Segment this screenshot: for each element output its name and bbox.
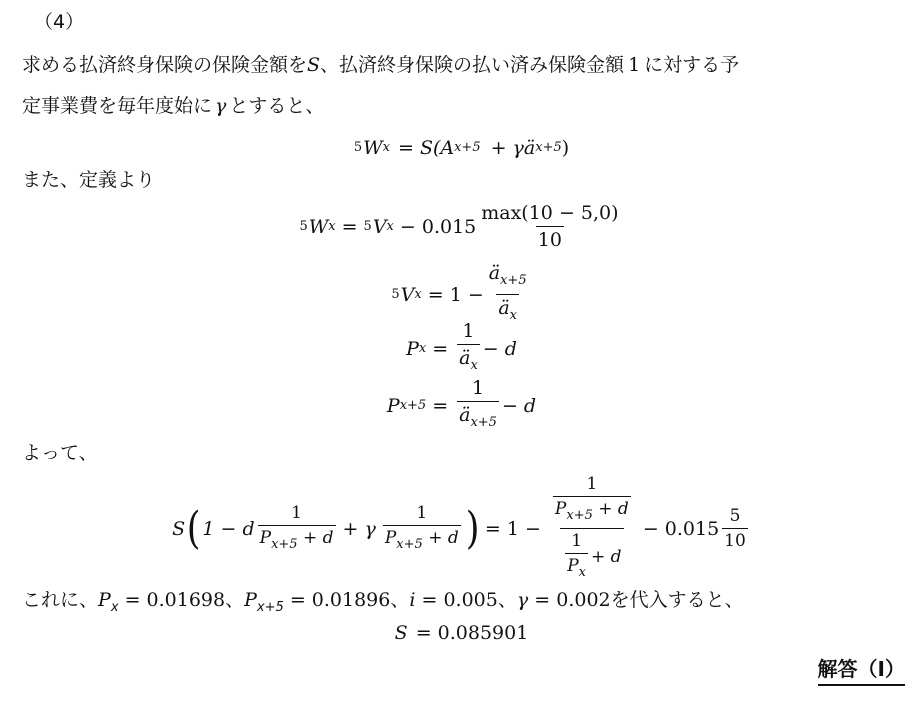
eq5-den-sub: x+5 bbox=[470, 415, 497, 430]
eq1-lhs: W bbox=[363, 136, 383, 159]
eq6-big-den-den: P bbox=[567, 556, 579, 576]
para2-text-b: とすると、 bbox=[229, 95, 325, 117]
answer-label: 解答（I） bbox=[818, 653, 905, 686]
eq6-big-num-num: 1 bbox=[586, 474, 598, 494]
subst-i-val: = 0.005 bbox=[421, 589, 498, 611]
eq4-equals: = bbox=[432, 337, 449, 360]
eq6-big-den-den-sub: x bbox=[578, 565, 586, 580]
eq6-big-num-fraction bbox=[553, 474, 631, 526]
section-heading: （4） bbox=[34, 11, 85, 33]
eq1-rhs-sub1: x+5 bbox=[454, 140, 481, 155]
result-equation bbox=[0, 622, 923, 644]
eq2-lhs: W bbox=[308, 215, 329, 238]
subst-gamma: γ bbox=[516, 589, 529, 611]
eq6-f3-num: 5 bbox=[729, 506, 741, 526]
eq6-close-paren: ) bbox=[465, 502, 480, 554]
eq3-prefix: 5 bbox=[391, 287, 400, 302]
eq6-s: S bbox=[172, 517, 186, 540]
eq4-tail: − d bbox=[482, 337, 517, 360]
subst-tail: を代入すると、 bbox=[610, 589, 744, 611]
subst-px5-val: = 0.01896 bbox=[289, 589, 391, 611]
eq3-rhs: = 1 − bbox=[427, 283, 484, 306]
eq2-fraction bbox=[479, 202, 620, 251]
eq3-den-sub: x bbox=[509, 308, 518, 323]
eq6-f2-den-tail: + d bbox=[428, 527, 459, 548]
eq6-big-num-den-sub: x+5 bbox=[566, 508, 593, 523]
equation-2 bbox=[0, 202, 923, 251]
paragraph-line-2 bbox=[22, 94, 324, 118]
subst-sep3: 、 bbox=[497, 589, 517, 611]
eq6-big-den-fraction bbox=[565, 531, 588, 583]
eq6-open-paren: ( bbox=[186, 502, 201, 554]
eq2-v-sub: x bbox=[386, 219, 394, 234]
eq1-rhs-sub2: x+5 bbox=[535, 140, 562, 155]
equation-3 bbox=[0, 262, 923, 327]
eq6-f2-num: 1 bbox=[416, 502, 428, 523]
eq1-plus: + γä bbox=[490, 136, 536, 159]
equation-5 bbox=[0, 377, 923, 434]
subst-px-val: = 0.01698 bbox=[124, 589, 226, 611]
eq4-fraction bbox=[457, 320, 480, 377]
eq1-rhs: = S(A bbox=[397, 136, 455, 159]
var-s: S bbox=[307, 54, 321, 76]
eq3-den: ä bbox=[498, 297, 510, 319]
eq3-lhs: V bbox=[400, 283, 415, 306]
eq2-coef: − 0.015 bbox=[399, 215, 477, 238]
eq6-big-num-den-tail: + d bbox=[598, 499, 629, 519]
eq5-lhs-sub: x+5 bbox=[399, 398, 427, 413]
eq6-one-minus: = 1 − bbox=[484, 517, 541, 540]
result-value: = 0.085901 bbox=[415, 622, 529, 644]
eq6-big-fraction bbox=[548, 474, 636, 583]
subst-px-sub: x bbox=[110, 600, 119, 615]
eq3-num-sub: x+5 bbox=[500, 273, 527, 288]
eq5-equals: = bbox=[432, 394, 449, 417]
eq2-lhs-sub: x bbox=[328, 219, 336, 234]
eq3-lhs-sub: x bbox=[414, 287, 422, 302]
eq2-equals: = bbox=[341, 215, 358, 238]
var-gamma: γ bbox=[215, 95, 227, 117]
eq6-f1-num: 1 bbox=[291, 502, 302, 523]
eq6-f2-den: P bbox=[384, 527, 397, 548]
subst-px: P bbox=[98, 589, 111, 611]
eq5-num: 1 bbox=[471, 377, 485, 399]
eq6-fraction-1 bbox=[258, 503, 336, 555]
eq6-f2-den-sub: x+5 bbox=[396, 536, 423, 552]
eq6-coef: − 0.015 bbox=[642, 517, 720, 540]
eq2-prefix: 5 bbox=[299, 219, 308, 234]
subst-sep2: 、 bbox=[390, 589, 410, 611]
eq2-v: V bbox=[372, 215, 387, 238]
eq6-f1-den: P bbox=[259, 527, 272, 548]
eq6-big-num-den: P bbox=[554, 499, 567, 519]
eq4-lhs: P bbox=[406, 337, 419, 360]
para1-text-b: 、払済終身保険の払い済み保険金額 bbox=[320, 54, 625, 76]
subst-gamma-val: = 0.002 bbox=[534, 589, 611, 611]
equation-6 bbox=[0, 474, 923, 583]
eq6-inner: 1 − d bbox=[202, 517, 255, 540]
eq6-fraction-3 bbox=[722, 506, 748, 551]
equation-4 bbox=[0, 320, 923, 377]
eq4-den-sub: x bbox=[470, 358, 478, 373]
eq5-den: ä bbox=[459, 404, 471, 426]
eq1-prefix: 5 bbox=[353, 140, 363, 155]
result-s: S bbox=[394, 622, 408, 644]
eq6-big-den-tail: + d bbox=[591, 547, 622, 567]
also-text: また、定義より bbox=[22, 169, 156, 191]
equation-1 bbox=[0, 134, 923, 159]
subst-lead: これに、 bbox=[22, 589, 99, 611]
eq4-lhs-sub: x bbox=[418, 341, 427, 356]
eq4-den: ä bbox=[459, 347, 471, 369]
para1-text-a: 求める払済終身保険の保険金額を bbox=[22, 54, 308, 76]
eq2-frac-den: 10 bbox=[536, 226, 564, 251]
eq5-fraction bbox=[457, 377, 499, 434]
eq6-f3-den: 10 bbox=[722, 528, 748, 551]
para2-text-a: 定事業費を毎年度始に bbox=[22, 95, 213, 117]
amount-one: 1 bbox=[628, 54, 641, 76]
eq5-tail: − d bbox=[501, 394, 537, 417]
eq2-v-prefix: 5 bbox=[363, 219, 372, 234]
eq1-lhs-sub: x bbox=[382, 140, 390, 155]
substitution-line bbox=[22, 588, 744, 620]
eq4-num: 1 bbox=[462, 320, 475, 342]
eq5-lhs: P bbox=[386, 394, 400, 417]
eq3-fraction bbox=[487, 262, 529, 327]
subst-px5: P bbox=[244, 589, 257, 611]
subst-px5-sub: x+5 bbox=[256, 600, 284, 615]
para1-text-c: に対する予 bbox=[644, 54, 740, 76]
eq6-fraction-2 bbox=[383, 503, 461, 555]
eq6-plus-gamma: + γ bbox=[342, 517, 376, 540]
eq3-num: ä bbox=[488, 262, 501, 284]
eq6-f1-den-sub: x+5 bbox=[271, 536, 298, 552]
eq6-big-den-num: 1 bbox=[571, 531, 583, 551]
eq2-frac-num: max(10 − 5,0) bbox=[481, 202, 619, 224]
eq1-close: ) bbox=[561, 136, 570, 159]
eq6-f1-den-tail: + d bbox=[302, 527, 334, 548]
therefore-text: よって、 bbox=[22, 442, 98, 464]
subst-i: i bbox=[409, 589, 416, 611]
subst-sep1: 、 bbox=[225, 589, 245, 611]
paragraph-line-1 bbox=[22, 53, 739, 77]
